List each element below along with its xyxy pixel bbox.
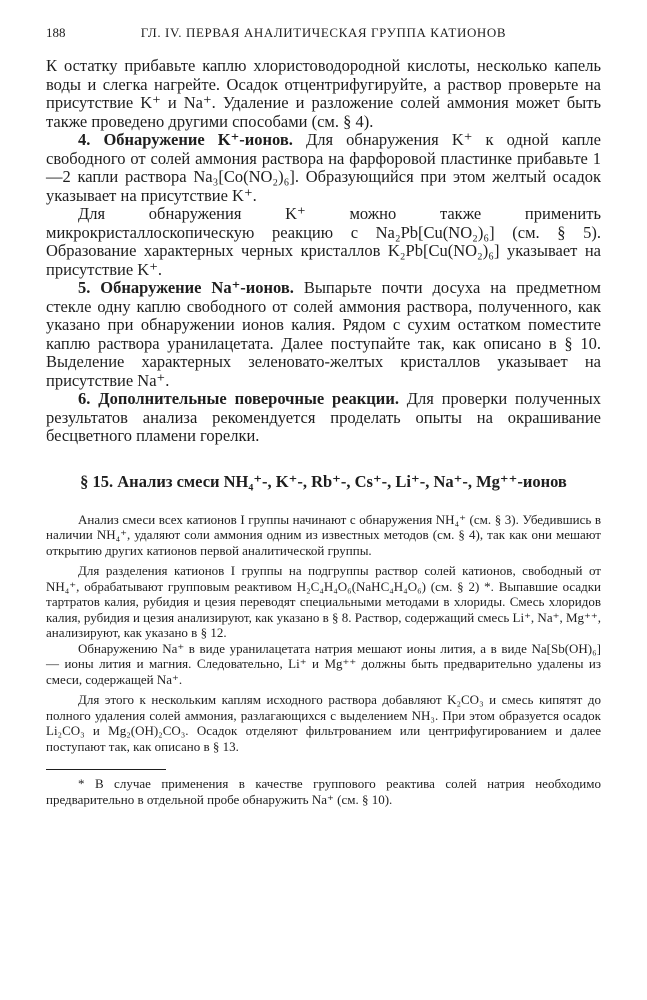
body-detect-na: Выпарьте почти досуха на предметном стекле одну каплю свободного от солей аммония раствора, полученного, как указано при обнаружении ионов калия. Рядом с сухим остатком поместите каплю раствора уранилацетата. Далее поступайте так, как описано в § 10. Выделение характерных зеленовато-желтых кристаллов указывает на присутствие Na⁺. bbox=[46, 278, 602, 390]
heading-extra-checks: 6. Дополнительные поверочные реакции. bbox=[78, 389, 399, 408]
small-paragraph-3: Обнаружению Na⁺ в виде уранилацетата натрия мешают ионы лития, а в виде Na[Sb(OH)₆] — ионы лития и магния. Следовательно, Li⁺ и Mg⁺⁺ должны быть предварительно удалены из смеси, содержащей Na⁺. bbox=[46, 640, 601, 687]
page-body bbox=[46, 57, 601, 807]
body-extra-checks: Для проверки полученных результатов анализа рекомендуется проделать опыты на окрашивание бесцветного пламени горелки. bbox=[46, 389, 601, 445]
page-header bbox=[46, 25, 601, 45]
paragraph-extra-checks bbox=[46, 390, 601, 446]
small-paragraph-4: Для этого к нескольким каплям исходного раствора добавляют K₂CO₃ и смесь кипятят до полного удаления солей аммония, разлагающихся с выделением NH₃. При этом образуется осадок Li₂CO₃ и Mg₂(OH)₂CO₃. Осадок отделяют фильтрованием или центрифугированием и далее поступают так, как описано в § 13. bbox=[46, 692, 601, 754]
body-detect-k: Для обнаружения K⁺ к одной капле свободного от солей аммония раствора на фарфоровой пластинке прибавьте 1—2 капли раствора Na₃[Co(NO₂)₆]. Образующийся при этом желтый осадок указывает на присутствие K⁺. bbox=[46, 130, 601, 205]
heading-detect-na: 5. Обнаружение Na⁺-ионов. bbox=[78, 278, 294, 297]
paragraph-microcrystal: Для обнаружения K⁺ можно также применить микрокристаллоскопическую реакцию с Na₂Pb[Cu(NO₂)₆] (см. § 5). Образование характерных черных кристаллов K₂Pb[Cu(NO₂)₆] указывает на присутствие K⁺. bbox=[46, 204, 601, 279]
small-paragraph-1: Анализ смеси всех катионов I группы начинают с обнаружения NH₄⁺ (см. § 3). Убедившись в наличии NH₄⁺, удаляют соли аммония одним из известных методов (см. § 4), так как они мешают открытию других катионов первой аналитической группы. bbox=[46, 511, 601, 558]
small-paragraph-2: Для разделения катионов I группы на подгруппы раствор солей катионов, свободный от NH₄⁺, обрабатывают групповым реактивом H₂C₄H₄O₆(NaHC₄H₄O₆) (см. § 2) *. Выпавшие осадки тартратов калия, рубидия и цезия переводят специальными методами в хлориды. Смесь хлоридов калия, рубидия и цезия анализируют, как указано в § 8. Раствор, содержащий смесь Li⁺, Na⁺, Mg⁺⁺, анализируют, как указано в § 12. bbox=[46, 563, 601, 640]
paragraph-residue: К остатку прибавьте каплю хлористоводородной кислоты, несколько капель воды и слегка нагрейте. Осадок отцентрифугируйте, а раствор проверьте на присутствие K⁺ и Na⁺. Удаление и разложение солей аммония может быть также проведено другими способами (см. § 4). bbox=[46, 56, 601, 131]
paragraph-detect-k bbox=[46, 131, 601, 205]
section-title: § 15. Анализ смеси NH₄⁺-, K⁺-, Rb⁺-, Cs⁺-, Li⁺-, Na⁺-, Mg⁺⁺-ионов bbox=[80, 471, 567, 491]
footnote-divider bbox=[46, 769, 166, 770]
heading-detect-k: 4. Обнаружение K⁺-ионов. bbox=[78, 130, 293, 149]
running-title: ГЛ. IV. ПЕРВАЯ АНАЛИТИЧЕСКАЯ ГРУППА КАТИОНОВ bbox=[140, 25, 507, 40]
paragraph-detect-na bbox=[46, 279, 601, 390]
footnote: * В случае применения в качестве группового реактива солей натрия необходимо предварительно в отдельной пробе обнаружить Na⁺ (см. § 10). bbox=[46, 776, 601, 807]
page-number: 188 bbox=[46, 25, 66, 40]
